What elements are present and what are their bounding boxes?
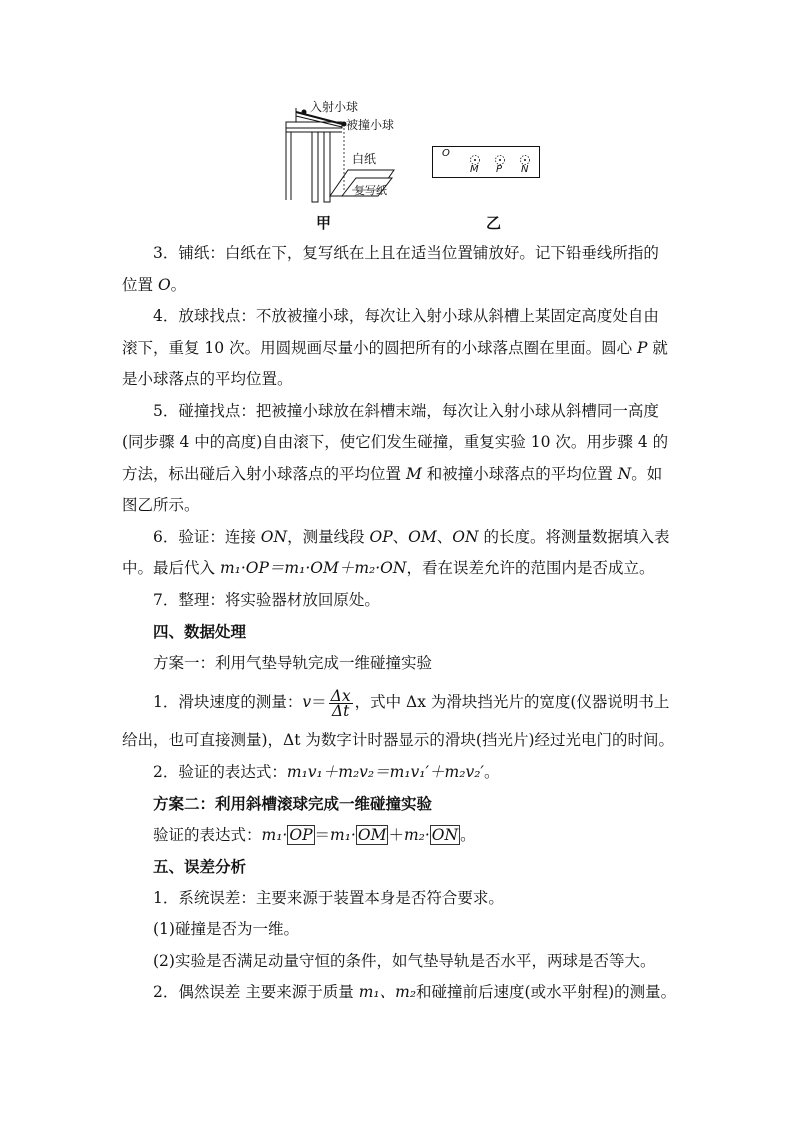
figure-jia bbox=[282, 100, 402, 205]
step5-line2: (同步骤 4 中的高度)自由滚下，使它们发生碰撞，重复实验 10 次。用步骤 4 的 bbox=[122, 433, 669, 451]
step6-line1: 6．验证：连接 ON，测量线段 OP、OM、ON 的长度。将测量数据填入表 bbox=[153, 527, 670, 546]
plan1-item1-line2: 给出，也可直接测量)，Δt 为数字计时器显示的滑块(挡光片)经过光电门的时间。 bbox=[122, 731, 674, 749]
error-item1b: (2)实验是否满足动量守恒的条件，如气垫导轨是否水平，两球是否等大。 bbox=[153, 951, 656, 970]
section4-heading: 四、数据处理 bbox=[153, 622, 247, 641]
caption-jia: 甲 bbox=[316, 214, 332, 232]
step5-line4: 图乙所示。 bbox=[122, 496, 200, 514]
plan1-item1: 1．滑块速度的测量：v＝ $\frac{\Delta x}{\Delta t}$ ，式中 Δx 为滑块挡光片的宽度(仪器说明书上 bbox=[153, 686, 670, 720]
point-n-label: N bbox=[521, 164, 529, 175]
caption-yi: 乙 bbox=[486, 214, 502, 232]
label-incident-ball: 入射小球 bbox=[310, 100, 359, 114]
step4-line2: 滚下，重复 10 次。用圆规画尽量小的圆把所有的小球落点圈在里面。圆心 P 就 bbox=[122, 338, 668, 357]
plan1-title: 方案一：利用气垫导轨完成一维碰撞实验 bbox=[153, 653, 433, 672]
step3-line1: 3．铺纸：白纸在下，复写纸在上且在适当位置铺放好。记下铅垂线所指的 bbox=[153, 244, 659, 262]
label-white-paper: 白纸 bbox=[352, 152, 377, 166]
plan2-formula: 验证的表达式：m₁· OP ＝m₁· OM ＋m₂· ON 。 bbox=[153, 825, 476, 844]
point-p-label: P bbox=[496, 164, 503, 175]
plan2-title: 方案二：利用斜槽滚球完成一维碰撞实验 bbox=[153, 794, 433, 813]
document-body bbox=[122, 238, 677, 1009]
error-item2: 2．偶然误差 主要来源于质量 m₁、m₂和碰撞前后速度(或水平射程)的测量。 bbox=[153, 983, 677, 1001]
label-target-ball: 被撞小球 bbox=[346, 118, 395, 132]
step4-line1: 4．放球找点：不放被撞小球，每次让入射小球从斜槽上某固定高度处自由 bbox=[153, 307, 659, 325]
velocity-fraction: $\frac{\Delta x}{\Delta t}$ bbox=[330, 686, 351, 720]
figure-yi bbox=[432, 146, 540, 178]
step4-line3: 是小球落点的平均位置。 bbox=[122, 370, 293, 388]
error-item1a: (1)碰撞是否为一维。 bbox=[153, 920, 299, 938]
section5-heading: 五、误差分析 bbox=[153, 857, 247, 876]
step5-line3: 方法，标出碰后入射小球落点的平均位置 M 和被撞小球落点的平均位置 N。如 bbox=[122, 464, 663, 483]
label-carbon-paper: 复写纸 bbox=[354, 184, 387, 197]
step7: 7．整理：将实验器材放回原处。 bbox=[153, 590, 380, 609]
point-m-label: M bbox=[470, 164, 479, 175]
plan1-item2: 2．验证的表达式：m₁v₁＋m₂v₂＝m₁v₁′＋m₂v₂′。 bbox=[153, 762, 500, 781]
step6-line2: 中。最后代入 m₁·OP＝m₁·OM＋m₂·ON，看在误差允许的范围内是否成立。 bbox=[122, 559, 655, 577]
point-o-label: O bbox=[442, 148, 450, 159]
step3-line2: 位置 O。 bbox=[122, 275, 187, 294]
error-item1: 1．系统误差：主要来源于装置本身是否符合要求。 bbox=[153, 888, 504, 907]
step5-line1: 5．碰撞找点：把被撞小球放在斜槽末端，每次让入射小球从斜槽同一高度 bbox=[153, 401, 659, 420]
